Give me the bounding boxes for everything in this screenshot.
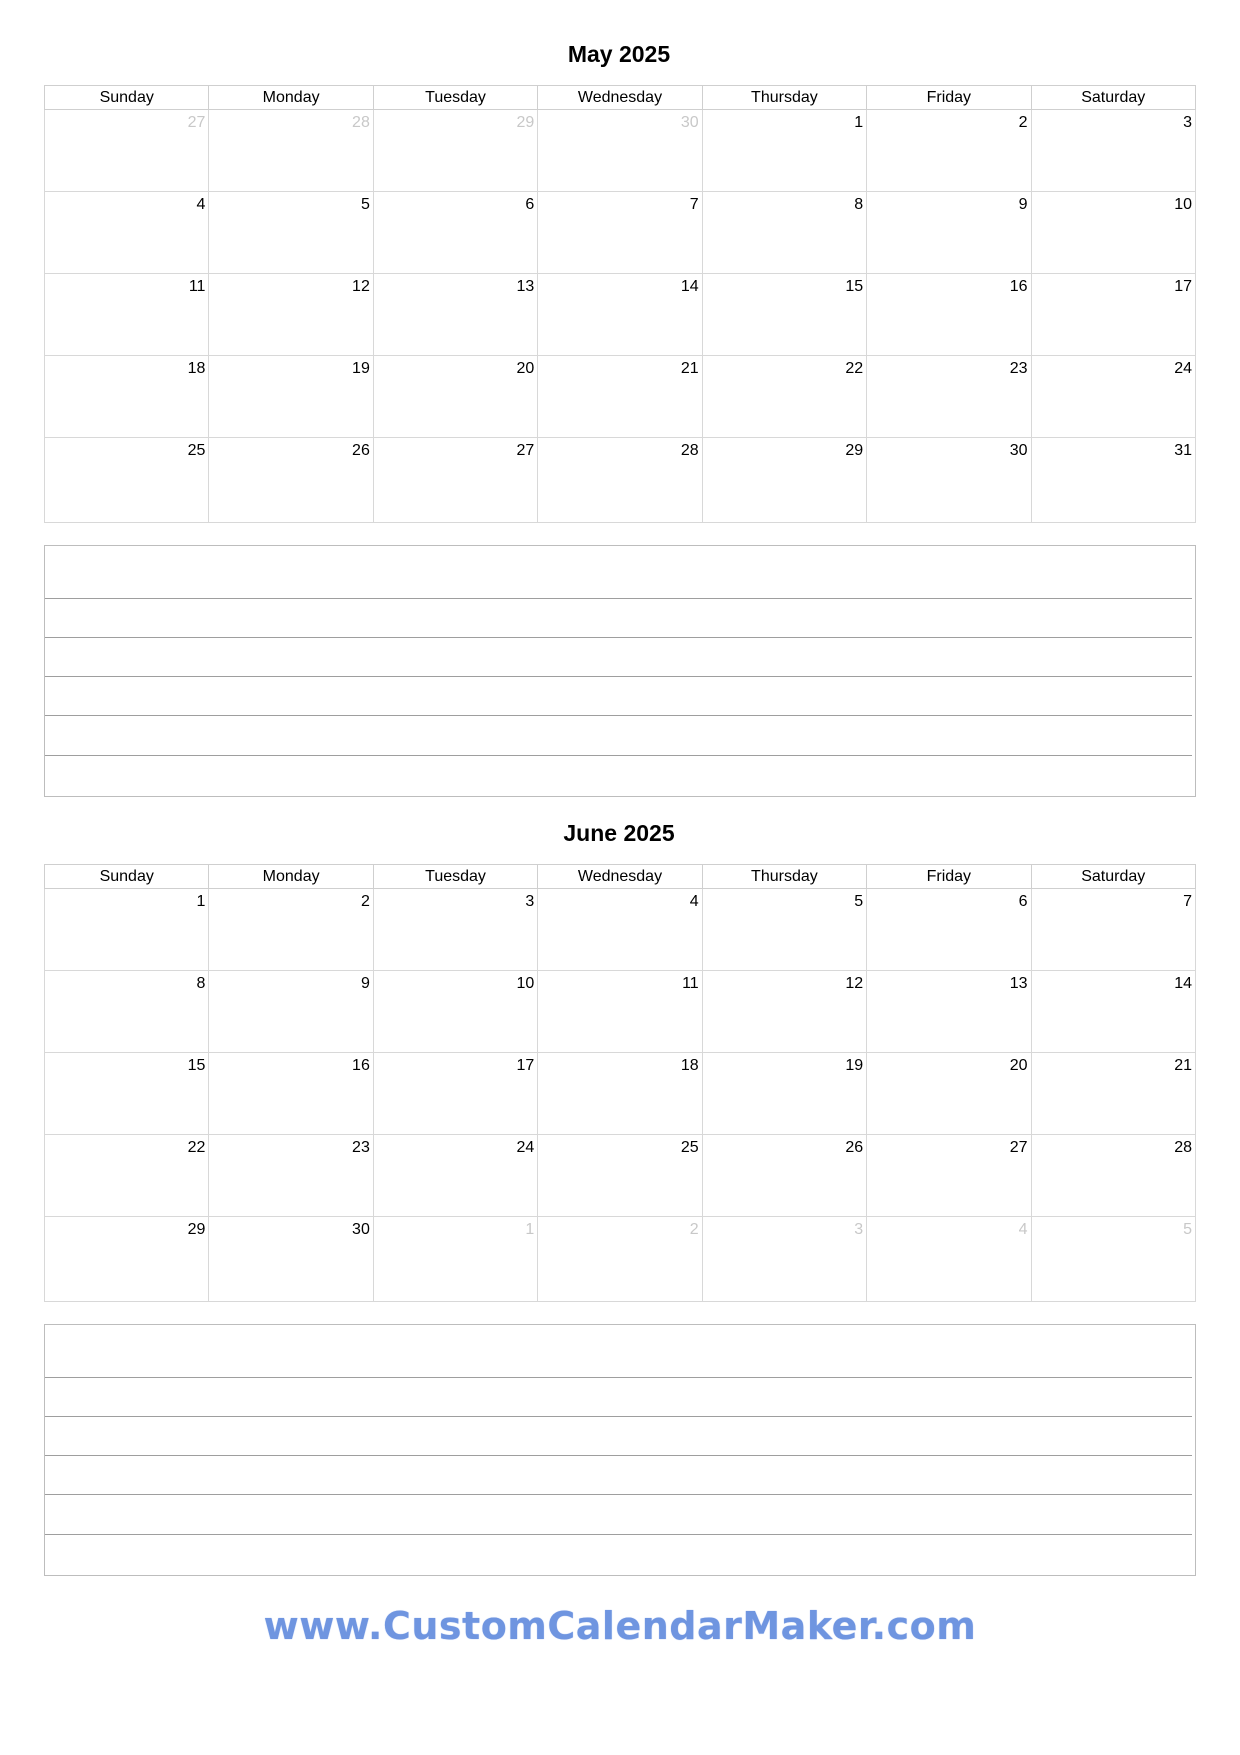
day-cell[interactable]: 11 [538,971,702,1053]
week-row [45,438,1196,523]
day-cell[interactable]: 2 [867,110,1031,192]
day-cell[interactable]: 9 [867,192,1031,274]
day-cell[interactable]: 31 [1031,438,1195,523]
week-row [45,274,1196,356]
weekday-header: Saturday [1031,865,1195,889]
weekday-header-row [45,86,1196,110]
day-cell[interactable]: 20 [867,1053,1031,1135]
weekday-header: Wednesday [538,86,702,110]
week-row [45,971,1196,1053]
day-cell[interactable]: 25 [45,438,209,523]
month-title-may: May 2025 [567,41,671,67]
day-cell[interactable]: 4 [538,889,702,971]
week-row [45,192,1196,274]
day-cell[interactable]: 27 [867,1135,1031,1217]
weekday-header: Wednesday [538,865,702,889]
day-cell[interactable]: 8 [702,192,866,274]
weekday-header: Thursday [702,86,866,110]
day-cell[interactable]: 26 [702,1135,866,1217]
day-cell[interactable]: 19 [209,356,373,438]
weekday-header: Friday [867,86,1031,110]
day-cell[interactable]: 7 [1031,889,1195,971]
day-cell[interactable]: 8 [45,971,209,1053]
week-row [45,1217,1196,1302]
day-cell[interactable]: 24 [1031,356,1195,438]
weekday-header: Tuesday [373,86,537,110]
day-cell[interactable]: 13 [373,274,537,356]
day-cell[interactable]: 7 [538,192,702,274]
notes-box-june[interactable] [44,1324,1196,1576]
day-cell[interactable]: 25 [538,1135,702,1217]
day-cell[interactable]: 14 [538,274,702,356]
day-cell[interactable]: 11 [45,274,209,356]
day-cell[interactable]: 15 [45,1053,209,1135]
footer-website-link[interactable]: www.CustomCalendarMaker.com [263,1604,977,1648]
day-cell[interactable]: 9 [209,971,373,1053]
day-cell[interactable]: 24 [373,1135,537,1217]
day-cell[interactable]: 19 [702,1053,866,1135]
day-cell[interactable]: 15 [702,274,866,356]
day-cell[interactable]: 5 [702,889,866,971]
day-cell[interactable]: 27 [373,438,537,523]
weekday-header: Sunday [45,865,209,889]
day-cell[interactable]: 12 [209,274,373,356]
weekday-header: Saturday [1031,86,1195,110]
day-cell[interactable]: 3 [1031,110,1195,192]
note-line [45,676,1192,677]
note-line [45,1534,1192,1535]
day-cell[interactable]: 1 [702,110,866,192]
calendar-grid-may [44,85,1196,523]
week-row [45,1135,1196,1217]
day-cell[interactable]: 17 [373,1053,537,1135]
week-row [45,889,1196,971]
week-row [45,110,1196,192]
day-cell[interactable]: 2 [209,889,373,971]
day-cell[interactable]: 13 [867,971,1031,1053]
day-cell[interactable]: 21 [1031,1053,1195,1135]
day-cell[interactable]: 14 [1031,971,1195,1053]
weekday-header: Thursday [702,865,866,889]
day-cell[interactable]: 23 [867,356,1031,438]
note-line [45,715,1192,716]
month-title-june: June 2025 [563,820,675,846]
day-cell[interactable]: 28 [1031,1135,1195,1217]
weekday-header: Tuesday [373,865,537,889]
day-cell[interactable]: 29 [45,1217,209,1302]
note-line [45,1377,1192,1378]
day-cell[interactable]: 4 [45,192,209,274]
day-cell[interactable]: 22 [702,356,866,438]
note-line [45,598,1192,599]
day-cell[interactable]: 30 [209,1217,373,1302]
day-cell[interactable]: 10 [1031,192,1195,274]
day-cell[interactable]: 21 [538,356,702,438]
day-cell-other-month[interactable]: 30 [538,110,702,192]
note-line [45,755,1192,756]
note-line [45,1416,1192,1417]
weekday-header-row [45,865,1196,889]
day-cell[interactable]: 6 [373,192,537,274]
day-cell[interactable]: 3 [373,889,537,971]
day-cell-other-month[interactable]: 5 [1031,1217,1195,1302]
day-cell[interactable]: 26 [209,438,373,523]
weekday-header: Friday [867,865,1031,889]
day-cell[interactable]: 28 [538,438,702,523]
day-cell[interactable]: 18 [45,356,209,438]
day-cell-other-month[interactable]: 2 [538,1217,702,1302]
note-line [45,637,1192,638]
day-cell-other-month[interactable]: 28 [209,110,373,192]
day-cell[interactable]: 5 [209,192,373,274]
day-cell[interactable]: 16 [209,1053,373,1135]
day-cell[interactable]: 18 [538,1053,702,1135]
day-cell[interactable]: 30 [867,438,1031,523]
calendar-grid-june [44,864,1196,1302]
notes-box-may[interactable] [44,545,1196,797]
day-cell[interactable]: 10 [373,971,537,1053]
day-cell[interactable]: 6 [867,889,1031,971]
day-cell[interactable]: 29 [702,438,866,523]
day-cell[interactable]: 20 [373,356,537,438]
day-cell-other-month[interactable]: 1 [373,1217,537,1302]
day-cell[interactable]: 1 [45,889,209,971]
note-line [45,1494,1192,1495]
day-cell-other-month[interactable]: 3 [702,1217,866,1302]
week-row [45,1053,1196,1135]
day-cell[interactable]: 16 [867,274,1031,356]
day-cell-other-month[interactable]: 4 [867,1217,1031,1302]
day-cell[interactable]: 22 [45,1135,209,1217]
day-cell[interactable]: 23 [209,1135,373,1217]
weekday-header: Monday [209,86,373,110]
day-cell-other-month[interactable]: 29 [373,110,537,192]
day-cell[interactable]: 12 [702,971,866,1053]
note-line [45,1455,1192,1456]
weekday-header: Monday [209,865,373,889]
day-cell[interactable]: 17 [1031,274,1195,356]
day-cell-other-month[interactable]: 27 [45,110,209,192]
week-row [45,356,1196,438]
weekday-header: Sunday [45,86,209,110]
